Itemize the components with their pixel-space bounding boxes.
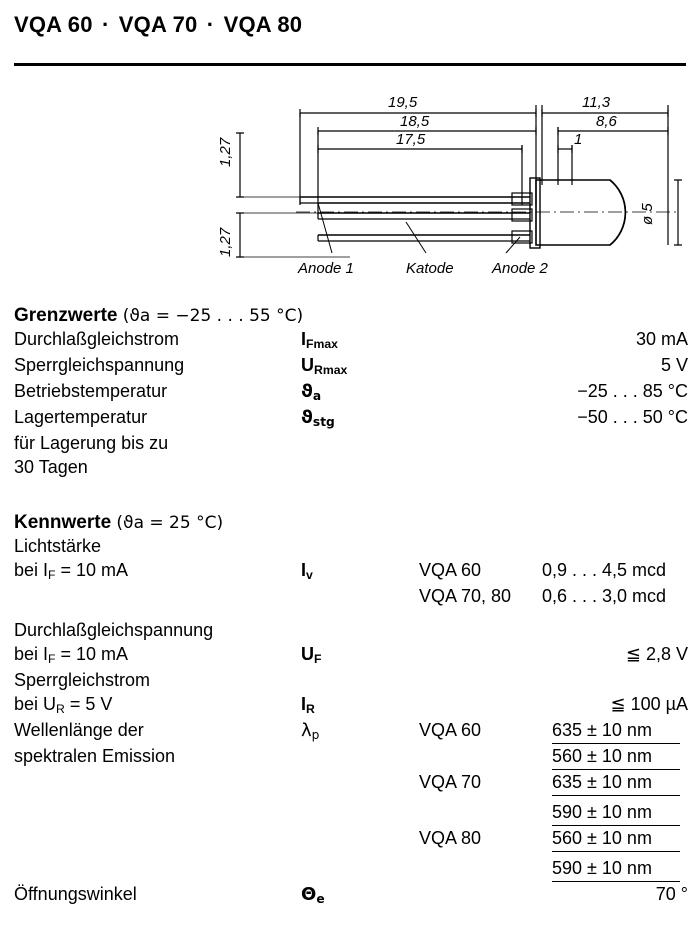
wavelength-type-1: VQA 60 xyxy=(419,720,482,740)
limits-condition: (ϑa = −25 . . . 55 °C) xyxy=(122,306,304,326)
table-row xyxy=(14,858,694,884)
limit-value-reverse-voltage: 5 V xyxy=(660,355,688,375)
luminous-type-1: VQA 60 xyxy=(419,560,482,580)
limit-name-storage-temp: Lagertemperatur xyxy=(14,407,148,427)
wavelength-value-3b: 590 ± 10 nm xyxy=(552,858,680,882)
characteristics-heading xyxy=(14,512,694,534)
pin-label-anode-2: Anode 2 xyxy=(492,260,548,277)
table-row xyxy=(14,620,694,644)
limits-footnote-line-2 xyxy=(14,457,694,481)
beam-angle-name: Öffnungswinkel xyxy=(14,884,137,904)
led-package-dimension-drawing xyxy=(200,85,690,290)
wavelength-type-3: VQA 80 xyxy=(419,828,482,848)
wavelength-name-line-2: spektralen Emission xyxy=(14,746,176,766)
table-row xyxy=(14,746,694,772)
page-title xyxy=(14,12,302,38)
table-row xyxy=(14,772,694,802)
forward-voltage-value: ≦ 2,8 V xyxy=(625,644,688,664)
forward-voltage-name-line-1: Durchlaßgleichspannung xyxy=(14,620,214,640)
limit-name-reverse-voltage: Sperrgleichspannung xyxy=(14,355,185,375)
dimension-1: 1 xyxy=(574,131,583,148)
limits-section xyxy=(14,305,694,481)
wavelength-symbol: $\lambda_p$ xyxy=(301,720,320,743)
pin-label-anode-1: Anode 1 xyxy=(298,260,354,277)
limits-footnote-text-2: 30 Tagen xyxy=(14,457,88,477)
table-row xyxy=(14,407,694,433)
luminous-value-2: 0,6 . . . 3,0 mcd xyxy=(542,586,667,606)
title-part-3: VQA 80 xyxy=(223,12,303,37)
table-row xyxy=(14,694,694,720)
limits-heading xyxy=(14,305,694,327)
reverse-current-value: ≦ 100 µA xyxy=(610,694,688,714)
luminous-symbol: $I_v$ xyxy=(301,560,313,583)
forward-voltage-name-line-2: bei $I_F = 10$ mA xyxy=(14,644,129,667)
characteristics-condition: (ϑa = 25 °C) xyxy=(116,513,224,533)
limit-value-forward-current: 30 mA xyxy=(635,329,688,349)
table-row xyxy=(14,381,694,407)
title-divider xyxy=(14,63,686,66)
table-row xyxy=(14,670,694,694)
limit-symbol-forward-current: $I_{Fmax}$ xyxy=(301,329,338,352)
dimension-diameter: ø 5 xyxy=(639,203,656,225)
wavelength-value-1a: 635 ± 10 nm xyxy=(552,720,680,744)
table-row xyxy=(14,828,694,858)
limit-name-forward-current: Durchlaßgleichstrom xyxy=(14,329,180,349)
wavelength-value-3a: 560 ± 10 nm xyxy=(552,828,680,852)
limit-value-storage-temp: −50 . . . 50 °C xyxy=(577,407,688,427)
dimension-1-27-bottom: 1,27 xyxy=(217,227,234,257)
table-row xyxy=(14,644,694,670)
reverse-current-symbol: $I_R$ xyxy=(301,694,315,717)
title-separator-1: · xyxy=(95,12,116,37)
table-row xyxy=(14,586,694,612)
dimension-18-5: 18,5 xyxy=(400,113,430,130)
reverse-current-name-line-1: Sperrgleichstrom xyxy=(14,670,151,690)
limit-symbol-reverse-voltage: $U_{Rmax}$ xyxy=(301,355,348,378)
title-part-2: VQA 70 xyxy=(118,12,198,37)
limit-symbol-storage-temp: $ϑ_{stg}$ xyxy=(301,407,335,430)
table-row xyxy=(14,560,694,586)
table-row xyxy=(14,802,694,828)
wavelength-value-2b: 590 ± 10 nm xyxy=(552,802,680,826)
title-separator-2: · xyxy=(200,12,221,37)
wavelength-type-2: VQA 70 xyxy=(419,772,482,792)
limit-symbol-operating-temp: $ϑ_a$ xyxy=(301,381,322,404)
beam-angle-value: 70 ° xyxy=(655,884,688,904)
wavelength-value-2a: 635 ± 10 nm xyxy=(552,772,680,796)
dimension-8-6: 8,6 xyxy=(596,113,617,130)
luminous-value-1: 0,9 . . . 4,5 mcd xyxy=(542,560,667,580)
dimension-11-3: 11,3 xyxy=(582,94,611,111)
limit-name-operating-temp: Betriebstemperatur xyxy=(14,381,168,401)
reverse-current-name-line-2: bei $U_R = 5$ V xyxy=(14,694,113,717)
wavelength-value-1b: 560 ± 10 nm xyxy=(552,746,680,770)
characteristics-section xyxy=(14,512,694,914)
table-row xyxy=(14,884,694,914)
wavelength-name-line-1: Wellenlänge der xyxy=(14,720,144,740)
table-row xyxy=(14,536,694,560)
limits-heading-text: Grenzwerte xyxy=(14,305,118,326)
pin-label-katode: Katode xyxy=(406,260,454,277)
title-part-1: VQA 60 xyxy=(14,12,93,37)
beam-angle-symbol: $\Theta_e$ xyxy=(301,884,325,907)
limit-value-operating-temp: −25 . . . 85 °C xyxy=(577,381,688,401)
dimension-1-27-top: 1,27 xyxy=(217,137,234,167)
dimension-17-5: 17,5 xyxy=(396,131,426,148)
luminous-type-2: VQA 70, 80 xyxy=(419,586,512,606)
limits-footnote-text-1: für Lagerung bis zu xyxy=(14,433,169,453)
table-row xyxy=(14,720,694,746)
luminous-name-line-2: bei $I_F = 10$ mA xyxy=(14,560,129,583)
forward-voltage-symbol: $U_F$ xyxy=(301,644,322,667)
table-row xyxy=(14,355,694,381)
limits-footnote-line-1 xyxy=(14,433,694,457)
characteristics-heading-text: Kennwerte xyxy=(14,512,112,533)
table-row xyxy=(14,329,694,355)
luminous-name-line-1: Lichtstärke xyxy=(14,536,102,556)
dimension-19-5: 19,5 xyxy=(388,94,418,111)
